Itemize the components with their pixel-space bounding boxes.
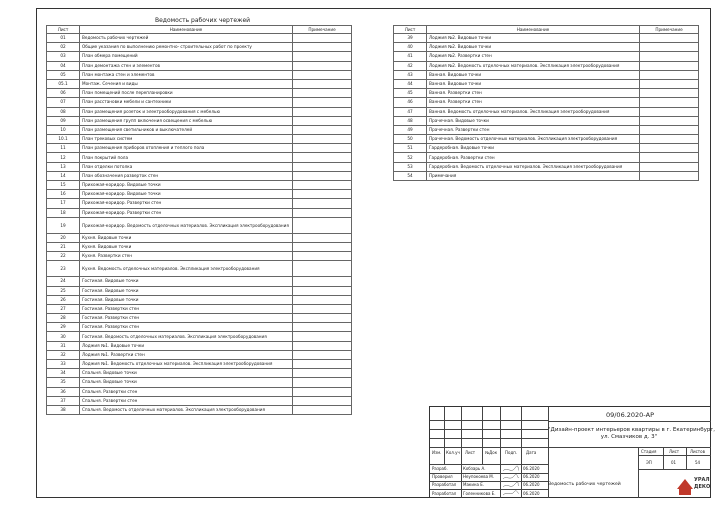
table-row: [47, 323, 352, 332]
sheet-title: Монтаж. Сечения и виды: [80, 79, 293, 88]
sheet-note: [293, 360, 352, 369]
table-row: [394, 162, 699, 171]
sheet-note: [640, 43, 699, 52]
table-row: [47, 233, 352, 242]
sheet-title: План размещения групп включения освещения с мебелью: [80, 116, 293, 125]
sheet-note: [293, 387, 352, 396]
sheet-title: Ванная. Развертки стен: [427, 89, 640, 98]
role-1-name: Кобзарь А.: [463, 466, 486, 471]
sheet-number: 17: [47, 199, 80, 208]
col-izm: Изм.: [432, 450, 442, 455]
table-row: [394, 171, 699, 180]
sheet-note: [293, 295, 352, 304]
sheet-title: Гостиная. Развертки стен: [80, 304, 293, 313]
sheet-note: [293, 286, 352, 295]
table-row: [394, 107, 699, 116]
sheet-title: Гостиная. Видовые точки: [80, 277, 293, 286]
sheet-note: [293, 190, 352, 199]
sheet-title: Спальня. Развертки стен: [80, 387, 293, 396]
role-3-name: Макина Е.: [463, 482, 485, 487]
sheet-number: 19: [47, 217, 80, 233]
sheet-title: Ведомость рабочих чертежей: [80, 34, 293, 43]
table-row: [394, 34, 699, 43]
sheet-title: План монтажа стен и элементов: [80, 70, 293, 79]
sheet-note: [293, 61, 352, 70]
sheet-note: [640, 70, 699, 79]
sheet-number: 29: [47, 323, 80, 332]
col-list: Лист: [465, 450, 476, 455]
table-row: [47, 61, 352, 70]
sheet-number: 04: [47, 61, 80, 70]
sheet-number: 30: [47, 332, 80, 341]
table-row: [47, 190, 352, 199]
sheet-number: 09: [47, 116, 80, 125]
header-name: Наименование: [427, 26, 640, 34]
table-row: [47, 162, 352, 171]
sheet-note: [293, 125, 352, 134]
sheet-number: 07: [47, 98, 80, 107]
table-row: [394, 153, 699, 162]
sheet-number: 24: [47, 277, 80, 286]
sheet-note: [293, 79, 352, 88]
sheet-number: 03: [47, 52, 80, 61]
role-4-name: Голенникова Е.: [463, 491, 496, 496]
sheet-title: План размещения розеток и электрооборудования с мебелью: [80, 107, 293, 116]
role-4-date: 06.2020: [523, 491, 540, 496]
sheet-note: [293, 304, 352, 313]
sheet-number: 18: [47, 208, 80, 217]
sheet-note: [293, 43, 352, 52]
sheet-note: [293, 233, 352, 242]
sheet-title: Ванная. Видовые точки: [427, 70, 640, 79]
sheet-note: [293, 181, 352, 190]
table-row: [47, 304, 352, 313]
table-row: [47, 341, 352, 350]
sheet-note: [293, 396, 352, 405]
table-header: [394, 26, 699, 34]
table-row: [394, 135, 699, 144]
header-note: Примечание: [640, 26, 699, 34]
sheet-note: [293, 70, 352, 79]
sheet-title: Гардеробная. Ведомость отделочных материалов. Экспликация электрооборудования: [427, 162, 640, 171]
sheet-title: План отделки потолка: [80, 162, 293, 171]
sheet-title: План размещения приборов отопления и теплого пола: [80, 144, 293, 153]
table-row: [47, 277, 352, 286]
sheet-title: Прихожая-коридор. Ведомость отделочных материалов. Экспликация электрооборудования: [80, 217, 293, 233]
stage-value: ЭП: [646, 460, 652, 465]
sheet-title: Прихожая-коридор. Видовые точки: [80, 181, 293, 190]
sheet-number: 51: [394, 144, 427, 153]
role-2-date: 06.2020: [523, 474, 540, 479]
table-row: [47, 89, 352, 98]
sheet-title: Прихожая-коридор. Развертки стен: [80, 199, 293, 208]
table-row: [394, 43, 699, 52]
table-header: [47, 26, 352, 34]
table-row: [394, 98, 699, 107]
role-3: Разработал: [432, 482, 457, 487]
sheet-number: 43: [394, 70, 427, 79]
sheet-title: Прачечная. Видовые точки: [427, 116, 640, 125]
header-note: Примечание: [293, 26, 352, 34]
sheet-number: 48: [394, 116, 427, 125]
sheet-title: Прачечная. Развертки стен: [427, 125, 640, 134]
sheet-number: 12: [47, 153, 80, 162]
table-row: [47, 144, 352, 153]
company-logo: [675, 471, 711, 497]
table-row: [394, 61, 699, 70]
sheet-number: 10.1: [47, 135, 80, 144]
project-title-line2: ул. Смазчиков д. 3": [600, 434, 658, 440]
sheets-value: 54: [695, 460, 701, 465]
sheet-title: План помещений после перепланировки: [80, 89, 293, 98]
sheet-title: Лоджия №1. Развертки стен: [80, 350, 293, 359]
sheet-number: 36: [47, 387, 80, 396]
table-row: [47, 295, 352, 304]
sheet-note: [293, 107, 352, 116]
sheet-number: 38: [47, 405, 80, 414]
sheet-title: План демонтажа стен и элементов: [80, 61, 293, 70]
sheet-title: Лоджия №2. Видовые точки: [427, 43, 640, 52]
table-row: [47, 369, 352, 378]
sheet-note: [293, 323, 352, 332]
drawings-table-right: [393, 25, 699, 181]
col-sign: Подп.: [505, 450, 518, 455]
sheet-title: План обмера помещений: [80, 52, 293, 61]
table-row: [47, 135, 352, 144]
table-row: [394, 70, 699, 79]
sheet-title: Ванная. Ведомость отделочных материалов. Экспликация электрооборудования: [427, 107, 640, 116]
sheet-note: [640, 98, 699, 107]
sheet-title: Примечания: [427, 171, 640, 180]
sheet-number: 37: [47, 396, 80, 405]
table-row: [47, 116, 352, 125]
sheet-note: [640, 34, 699, 43]
sheet-number: 40: [394, 43, 427, 52]
table-row: [47, 43, 352, 52]
sheet-title: Гостиная. Видовые точки: [80, 295, 293, 304]
table-row: [394, 89, 699, 98]
sheet-number: 42: [394, 61, 427, 70]
sheet-header: Лист: [669, 449, 680, 454]
sheet-note: [293, 350, 352, 359]
sheet-number: 49: [394, 125, 427, 134]
sheet-title: Прачечная. Ведомость отделочных материалов. Экспликация электрооборудования: [427, 135, 640, 144]
sheet-number: 31: [47, 341, 80, 350]
sheet-note: [293, 116, 352, 125]
project-title-line1: "Дизайн-проект интерьеров квартиры в г. Екатеринбург,: [548, 427, 716, 433]
sheet-note: [293, 144, 352, 153]
sheet-title: Прихожая-коридор. Развертки стен: [80, 208, 293, 217]
sheet-note: [293, 378, 352, 387]
sheet-number: 46: [394, 98, 427, 107]
header-name: Наименование: [80, 26, 293, 34]
sheet-number: 27: [47, 304, 80, 313]
sheet-note: [293, 153, 352, 162]
sheet-note: [293, 199, 352, 208]
sheet-title: План расстановки мебели и сантехники: [80, 98, 293, 107]
table-row: [394, 125, 699, 134]
sheet-note: [640, 162, 699, 171]
sheet-note: [293, 135, 352, 144]
sheet-number: 15: [47, 181, 80, 190]
table-row: [47, 107, 352, 116]
sheet-note: [640, 125, 699, 134]
table-row: [47, 153, 352, 162]
table-row: [47, 350, 352, 359]
sheet-note: [640, 171, 699, 180]
sheet-number: 44: [394, 79, 427, 88]
header-num: Лист: [394, 26, 427, 34]
sheet-number: 28: [47, 314, 80, 323]
sheet-title: Гостиная. Видовые точки: [80, 286, 293, 295]
sheet-number: 50: [394, 135, 427, 144]
col-kol: Кол.уч: [446, 450, 460, 455]
sheet-number: 33: [47, 360, 80, 369]
sheet-number: 21: [47, 242, 80, 251]
sheet-note: [640, 61, 699, 70]
table-row: [394, 79, 699, 88]
stage-header: Стадия: [641, 449, 657, 454]
sheet-title: Прихожая-коридор. Видовые точки: [80, 190, 293, 199]
logo-text-2: ДЕКО: [694, 484, 711, 490]
sheet-note: [293, 405, 352, 414]
drawings-table-left: [46, 25, 352, 415]
table-row: [47, 208, 352, 217]
table-row: [47, 199, 352, 208]
sheet-number: 02: [47, 43, 80, 52]
sheet-note: [293, 162, 352, 171]
sheet-number: 52: [394, 153, 427, 162]
table-row: [47, 125, 352, 134]
sheet-title: План трековых систем: [80, 135, 293, 144]
table-row: [47, 332, 352, 341]
table-row: [47, 378, 352, 387]
sheet-note: [293, 242, 352, 251]
table-row: [47, 252, 352, 261]
sheet-title: Лоджия №1. Видовые точки: [80, 341, 293, 350]
sheet-title: Гардеробная. Развертки стен: [427, 153, 640, 162]
sheet-title: План размещения светильников и выключателей: [80, 125, 293, 134]
table-row: [47, 360, 352, 369]
sheet-note: [293, 98, 352, 107]
project-title: [548, 427, 716, 441]
sheet-title: Лоджия №2. Ведомость отделочных материалов. Экспликация электрооборудования: [427, 61, 640, 70]
signatures-icon: [502, 465, 520, 497]
sheet-note: [640, 135, 699, 144]
sheet-note: [293, 171, 352, 180]
table-row: [47, 405, 352, 414]
sheet-note: [293, 369, 352, 378]
sheet-note: [293, 34, 352, 43]
sheet-title: План покрытий пола: [80, 153, 293, 162]
table-row: [47, 242, 352, 251]
table-row: [47, 171, 352, 180]
role-2-name: Неупокоева М.: [463, 474, 495, 479]
sheet-number: 05: [47, 70, 80, 79]
table-row: [47, 387, 352, 396]
sheet-note: [293, 261, 352, 277]
sheet-note: [293, 341, 352, 350]
sheet-title: Ванная. Видовые точки: [427, 79, 640, 88]
sheet-title: Кухня. Видовые точки: [80, 242, 293, 251]
sheet-title: Лоджия №2. Развертки стен: [427, 52, 640, 61]
sheet-number: 23: [47, 261, 80, 277]
role-2: Проверил: [432, 474, 453, 479]
sheet-number: 14: [47, 171, 80, 180]
table-row: [47, 181, 352, 190]
role-3-date: 06.2020: [523, 482, 540, 487]
sheet-title: Кухня. Развертки стен: [80, 252, 293, 261]
sheet-value: 01: [671, 460, 677, 465]
sheet-title: Гостиная. Развертки стен: [80, 323, 293, 332]
role-4: Разработал: [432, 491, 457, 496]
sheet-number: 20: [47, 233, 80, 242]
sheet-note: [293, 52, 352, 61]
sheet-title: Спальня. Развертки стен: [80, 396, 293, 405]
sheet-note: [640, 107, 699, 116]
sheet-note: [640, 52, 699, 61]
sheet-note: [293, 332, 352, 341]
sheet-title: Лоджия №1. Ведомость отделочных материалов. Экспликация электрооборудования: [80, 360, 293, 369]
table-row: [47, 52, 352, 61]
sheet-number: 11: [47, 144, 80, 153]
document-title: Ведомость рабочих чертежей: [155, 17, 251, 24]
sheet-number: 41: [394, 52, 427, 61]
sheet-note: [293, 208, 352, 217]
role-1: Разраб.: [432, 466, 448, 471]
table-row: [47, 261, 352, 277]
sheet-number: 22: [47, 252, 80, 261]
table-row: [47, 286, 352, 295]
sheet-note: [293, 217, 352, 233]
sheet-number: 34: [47, 369, 80, 378]
sheet-name: Ведомость рабочих чертежей: [548, 482, 621, 487]
sheet-note: [640, 144, 699, 153]
sheet-title: Спальня. Видовые точки: [80, 369, 293, 378]
table-row: [47, 79, 352, 88]
sheet-title: Кухня. Видовые точки: [80, 233, 293, 242]
table-row: [394, 52, 699, 61]
table-row: [394, 116, 699, 125]
table-row: [47, 70, 352, 79]
sheet-note: [293, 314, 352, 323]
sheet-number: 06: [47, 89, 80, 98]
sheet-title: План обозначения разверток стен: [80, 171, 293, 180]
sheet-note: [640, 79, 699, 88]
sheet-title: Гардеробная. Видовые точки: [427, 144, 640, 153]
sheet-number: 05.1: [47, 79, 80, 88]
sheet-number: 01: [47, 34, 80, 43]
sheet-number: 54: [394, 171, 427, 180]
sheet-title: Ванная. Развертки стен: [427, 98, 640, 107]
table-row: [47, 98, 352, 107]
table-row: [394, 144, 699, 153]
sheet-note: [640, 89, 699, 98]
sheet-note: [293, 277, 352, 286]
sheet-number: 53: [394, 162, 427, 171]
sheet-number: 13: [47, 162, 80, 171]
sheet-note: [293, 252, 352, 261]
table-row: [47, 217, 352, 233]
sheet-title: Спальня. Видовые точки: [80, 378, 293, 387]
role-1-date: 06.2020: [523, 466, 540, 471]
sheet-number: 32: [47, 350, 80, 359]
sheet-number: 45: [394, 89, 427, 98]
col-doc: №Док: [485, 450, 498, 455]
sheet-number: 25: [47, 286, 80, 295]
header-num: Лист: [47, 26, 80, 34]
sheet-number: 16: [47, 190, 80, 199]
sheet-title: Кухня. Ведомость отделочных материалов. Экспликация электрооборудования: [80, 261, 293, 277]
sheet-note: [640, 153, 699, 162]
sheet-title: Лоджия №2. Видовые точки: [427, 34, 640, 43]
sheet-number: 10: [47, 125, 80, 134]
sheet-title: Гостиная. Развертки стен: [80, 314, 293, 323]
sheet-title: Общие указания по выполнению ремонтно- строительных работ по проекту: [80, 43, 293, 52]
logo-text-1: УРАЛ: [694, 477, 710, 483]
sheet-title: Спальня. Ведомость отделочных материалов. Экспликация электрооборудования: [80, 405, 293, 414]
project-code: 09/06.2020-АР: [605, 411, 655, 419]
table-row: [47, 34, 352, 43]
table-row: [47, 396, 352, 405]
title-block: [429, 406, 716, 498]
sheet-note: [640, 116, 699, 125]
sheets-header: Листов: [690, 449, 705, 454]
table-row: [47, 314, 352, 323]
sheet-number: 08: [47, 107, 80, 116]
col-date: Дата: [526, 450, 537, 455]
sheet-number: 26: [47, 295, 80, 304]
sheet-number: 39: [394, 34, 427, 43]
sheet-note: [293, 89, 352, 98]
sheet-number: 47: [394, 107, 427, 116]
sheet-number: 35: [47, 378, 80, 387]
sheet-title: Гостиная. Ведомость отделочных материалов. Экспликация электрооборудования: [80, 332, 293, 341]
